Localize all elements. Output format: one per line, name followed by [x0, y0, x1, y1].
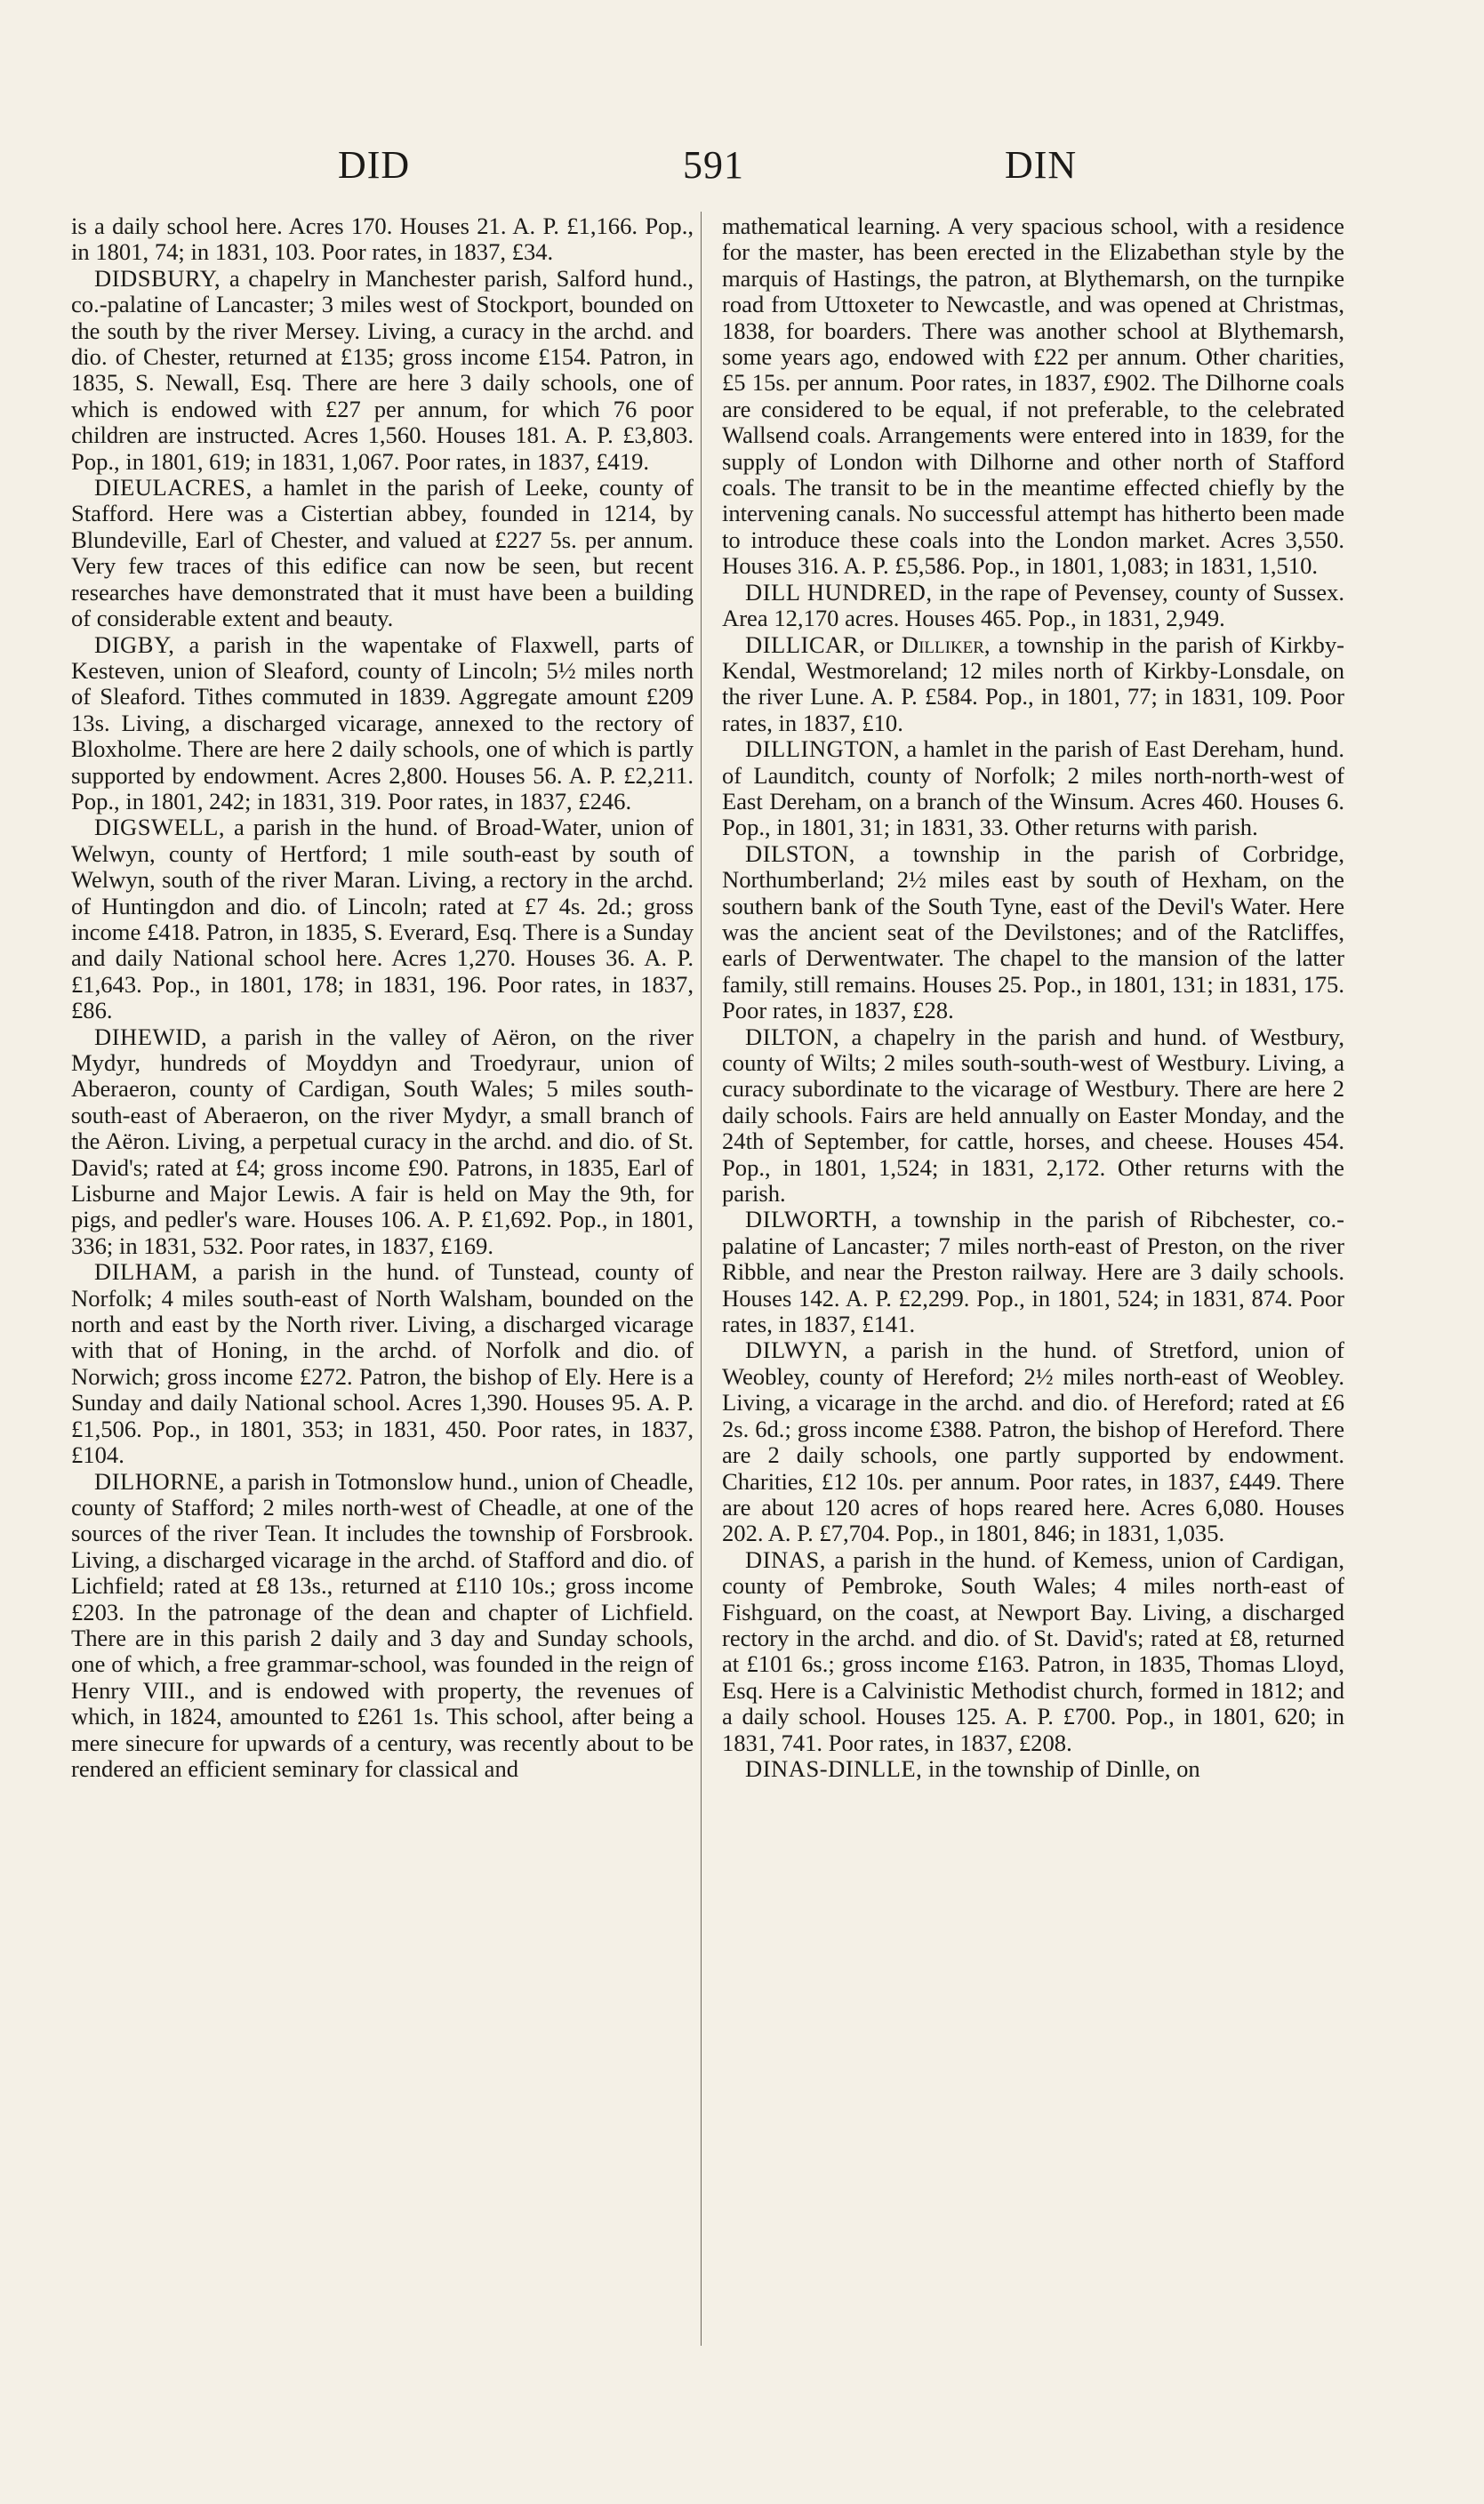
headword: DILL HUNDRED,: [745, 578, 933, 606]
headword: DIGBY,: [94, 630, 175, 658]
entry-dieulacres: DIEULACRES, a hamlet in the parish of Leeke, county of Stafford. Here was a Cistertian abbey, founded in 1214, by Blundeville, Earl of Chester, and valued at £227 5s. per annum. Very few traces of this edifice can now be seen, but recent researches have demonstrated that it must have been a building of considerable extent and beauty.: [71, 474, 694, 632]
headword: DILHAM,: [94, 1258, 198, 1286]
entry-dinas: DINAS, a parish in the hund. of Kemess, union of Cardigan, county of Pembroke, South Wales; 4 miles north-east of Fishguard, on the coast, at Newport Bay. Living, a discharged rectory in the archd. and dio. of St. David's; rated at £8, returned at £101 6s.; gross income £163. Patron, in 1835, Thomas Lloyd, Esq. Here is a Calvinistic Methodist church, formed in 1812; and a daily school. Houses 125. A. P. £700. Pop., in 1801, 620; in 1831, 741. Poor rates, in 1837, £208.: [722, 1545, 1344, 1756]
headword: DIDSBURY,: [94, 264, 221, 292]
entry-dilworth: DILWORTH, a township in the parish of Ribchester, co.-palatine of Lancaster; 7 miles north-east of Preston, on the river Ribble, and near the Preston railway. Here are 3 daily schools. Houses 142. A. P. £2,299. Pop., in 1801, 524; in 1831, 874. Poor rates, in 1837, £141.: [722, 1206, 1344, 1338]
entry-dilton: DILTON, a chapelry in the parish and hund. of Westbury, county of Wilts; 2 miles south-south-west of Westbury. Living, a curacy subordinate to the vicarage of Westbury. There are here 2 daily schools. Fairs are held annually on Easter Monday, and the 24th of September, for cattle, horses, and cheese. Houses 454. Pop., in 1801, 1,524; in 1831, 2,172. Other returns with the parish.: [722, 1023, 1344, 1208]
entry-dihewid: DIHEWID, a parish in the valley of Aëron, on the river Mydyr, hundreds of Moyddyn and Troedyraur, union of Aberaeron, county of Cardigan, South Wales; 5 miles south-south-east of Aberaeron, on the river Mydyr, a small branch of the Aëron. Living, a perpetual curacy in the archd. and dio. of St. David's; rated at £4; gross income £90. Patrons, in 1835, Earl of Lisburne and Major Lewis. A fair is held on May the 9th, for pigs, and pedler's ware. Houses 106. A. P. £1,692. Pop., in 1801, 336; in 1831, 532. Poor rates, in 1837, £169.: [71, 1023, 694, 1259]
headword: DINAS,: [745, 1545, 826, 1573]
running-head-right: DIN: [1005, 143, 1078, 187]
headword: DILLICAR,: [745, 630, 866, 658]
headword: DILWYN,: [745, 1336, 848, 1364]
entry-continuation: mathematical learning. A very spacious school, with a residence for the master, has been erected in the Elizabethan style by the marquis of Hastings, the patron, at Blythemarsh, on the turnpike road from Uttoxeter to Newcastle, and was opened at Christmas, 1838, for boarders. There was another school at Blythemarsh, some years ago, endowed with £22 per annum. Other charities, £5 15s. per annum. Poor rates, in 1837, £902. The Dilhorne coals are considered to be equal, if not preferable, to the celebrated Wallsend coals. Arrangements were entered into in 1839, for the supply of London with Dilhorne and other north of Stafford coals. The transit to be in the meantime effected chiefly by the intervening canals. No successful attempt has hitherto been made to introduce these coals into the London market. Acres 3,550. Houses 316. A. P. £5,586. Pop., in 1801, 1,083; in 1831, 1,510.: [722, 213, 1344, 580]
headword: DIGSWELL,: [94, 814, 226, 841]
headword: DILSTON,: [745, 839, 855, 867]
column-rule: [701, 212, 702, 2346]
running-head-left: DID: [338, 143, 411, 187]
entry-dillington: DILLINGTON, a hamlet in the parish of East Dereham, hund. of Launditch, county of Norfolk; 2 miles north-north-west of East Dereham, on a branch of the Winsum. Acres 460. Houses 6. Pop., in 1801, 31; in 1831, 33. Other returns with parish.: [722, 735, 1344, 841]
entry-didsbury: DIDSBURY, a chapelry in Manchester parish, Salford hund., co.-palatine of Lancaster; 3 miles west of Stockport, bounded on the south by the river Mersey. Living, a curacy in the archd. and dio. of Chester, returned at £135; gross income £154. Patron, in 1835, S. Newall, Esq. There are here 3 daily schools, one of which is endowed with £27 per annum, for which 76 poor children are instructed. Acres 1,560. Houses 181. A. P. £3,803. Pop., in 1801, 619; in 1831, 1,067. Poor rates, in 1837, £419.: [71, 264, 694, 475]
left-column: [71, 213, 694, 1782]
entry-dilston: DILSTON, a township in the parish of Corbridge, Northumberland; 2½ miles east by south of Hexham, on the southern bank of the South Tyne, east of the Devil's Water. Here was the ancient seat of the Devilstones; and of the Ratcliffes, earls of Derwentwater. The chapel to the mansion of the latter family, still remains. Houses 25. Pop., in 1801, 131; in 1831, 175. Poor rates, in 1837, £28.: [722, 839, 1344, 1024]
page-number: 591: [683, 143, 744, 187]
right-column: [722, 213, 1344, 1782]
entry-continuation: is a daily school here. Acres 170. Houses 21. A. P. £1,166. Pop., in 1801, 74; in 1831, 103. Poor rates, in 1837, £34.: [71, 213, 694, 266]
headword: DILTON,: [745, 1023, 840, 1050]
entry-dillicar: DILLICAR, or Dilliker, a township in the parish of Kirkby-Kendal, Westmoreland; 12 miles north of Kirkby-Lonsdale, on the river Lune. A. P. £584. Pop., in 1801, 77; in 1831, 109. Poor rates, in 1837, £10.: [722, 630, 1344, 736]
headword: DILWORTH,: [745, 1206, 878, 1233]
headword: DIEULACRES,: [94, 474, 253, 502]
entry-dill-hundred: DILL HUNDRED, in the rape of Pevensey, county of Sussex. Area 12,170 acres. Houses 465. Pop., in 1831, 2,949.: [722, 578, 1344, 632]
entry-dinas-dinlle: DINAS-DINLLE, in the township of Dinlle, on: [745, 1754, 1200, 1782]
headword: DINAS-DINLLE,: [745, 1754, 923, 1782]
headword: DILLINGTON,: [745, 735, 901, 763]
headword: DIHEWID,: [94, 1023, 208, 1050]
entry-digswell: DIGSWELL, a parish in the hund. of Broad-Water, union of Welwyn, county of Hertford; 1 mile south-east by south of Welwyn, south of the river Maran. Living, a rectory in the archd. of Huntingdon and dio. of Lincoln; rated at £7 4s. 2d.; gross income £418. Patron, in 1835, S. Everard, Esq. There is a Sunday and daily National school here. Acres 1,270. Houses 36. A. P. £1,643. Pop., in 1801, 178; in 1831, 196. Poor rates, in 1837, £86.: [71, 814, 694, 1024]
alt-headword: Dilliker,: [901, 630, 991, 658]
headword: DILHORNE,: [94, 1467, 226, 1495]
entry-dilham: DILHAM, a parish in the hund. of Tunstead, county of Norfolk; 4 miles south-east of North Walsham, bounded on the north and east by the North river. Living, a discharged vicarage with that of Honing, in the archd. of Norfolk and dio. of Norwich; gross income £272. Patron, the bishop of Ely. Here is a Sunday and daily National school. Acres 1,390. Houses 95. A. P. £1,506. Pop., in 1801, 353; in 1831, 450. Poor rates, in 1837, £104.: [71, 1258, 694, 1469]
entry-dilhorne: DILHORNE, a parish in Totmonslow hund., union of Cheadle, county of Stafford; 2 miles north-west of Cheadle, at one of the sources of the river Tean. It includes the township of Forsbrook. Living, a discharged vicarage in the archd. of Stafford and dio. of Lichfield; rated at £8 13s., returned at £110 10s.; gross income £203. In the patronage of the dean and chapter of Lichfield. There are in this parish 2 daily and 3 day and Sunday schools, one of which, a free grammar-school, was founded in the reign of Henry VIII., and is endowed with property, the revenues of which, in 1824, amounted to £261 1s. This school, after being a mere sinecure for upwards of a century, was recently about to be rendered an efficient seminary for classical and: [71, 1467, 694, 1782]
entry-dilwyn: DILWYN, a parish in the hund. of Stretford, union of Weobley, county of Hereford; 2½ miles north-east of Weobley. Living, a vicarage in the archd. and dio. of Hereford; rated at £6 2s. 6d.; gross income £388. Patron, the bishop of Hereford. There are 2 daily schools, one partly supported by endowment. Charities, £12 10s. per annum. Poor rates, in 1837, £449. There are about 120 acres of hops reared here. Acres 6,080. Houses 202. A. P. £7,704. Pop., in 1801, 846; in 1831, 1,035.: [722, 1336, 1344, 1547]
entry-digby: DIGBY, a parish in the wapentake of Flaxwell, parts of Kesteven, union of Sleaford, county of Lincoln; 5½ miles north of Sleaford. Tithes commuted in 1839. Aggregate amount £209 13s. Living, a discharged vicarage, annexed to the rectory of Bloxholme. There are here 2 daily schools, one of which is partly supported by endowment. Acres 2,800. Houses 56. A. P. £2,211. Pop., in 1801, 242; in 1831, 319. Poor rates, in 1837, £246.: [71, 630, 694, 815]
